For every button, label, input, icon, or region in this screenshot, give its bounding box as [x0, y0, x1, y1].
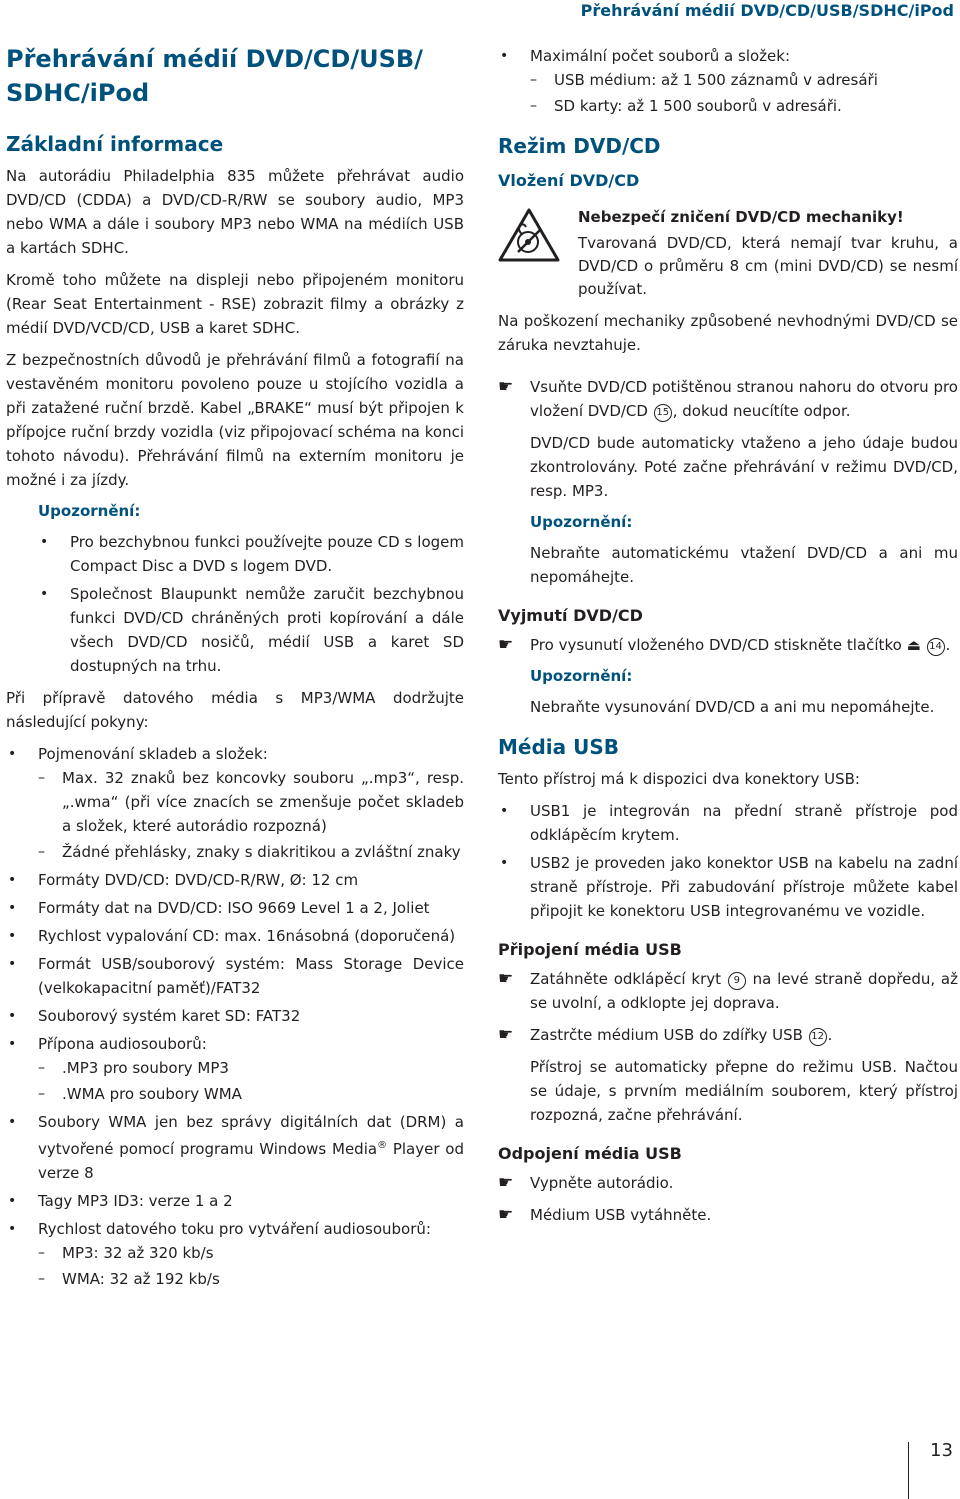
notice-block [6, 500, 464, 678]
extension-label: Přípona audiosouborů: [38, 1035, 207, 1053]
left-column [6, 42, 464, 1299]
callout-number: 14 [927, 638, 945, 656]
notice-text: Nebraňte vysunování DVD/CD a ani mu nepomáhejte. [530, 698, 935, 716]
media-requirements-list [6, 742, 464, 1291]
warning-block [498, 206, 958, 301]
hand-pointer-icon: ☛ [498, 969, 514, 989]
max-files-label: Maximální počet souborů a složek: [530, 47, 791, 65]
connect-step-2 [498, 1023, 958, 1047]
list-item [6, 1217, 464, 1291]
page-number: 13 [930, 1440, 953, 1461]
disconnect-step-text: Vypněte autorádio. [530, 1174, 674, 1192]
notice-label: Upozornění: [530, 667, 633, 685]
usb-connector-list [498, 799, 958, 923]
list-item: – SD karty: až 1 500 souborů v adresáři. [530, 94, 958, 118]
intro-paragraph: Na autorádiu Philadelphia 835 můžete přehrávat audio DVD/CD (CDDA) a DVD/CD-R/RW se soubory audio, MP3 nebo WMA a dále i soubory MP3 nebo WMA na médiích USB a kartách SDHC. [6, 167, 464, 257]
list-item: – MP3: 32 až 320 kb/s [38, 1241, 464, 1265]
connect-step-text-end: . [827, 1026, 833, 1044]
insert-step [498, 375, 958, 423]
disconnect-step-2 [498, 1203, 958, 1227]
page-title-line2: SDHC/iPod [6, 79, 150, 107]
hand-pointer-icon: ☛ [498, 1025, 514, 1045]
footer-divider [908, 1442, 909, 1499]
eject-icon: ⏏ [906, 636, 921, 654]
eject-heading: Vyjmutí DVD/CD [498, 606, 643, 625]
running-header: Přehrávání médií DVD/CD/USB/SDHC/iPod [580, 1, 954, 20]
callout-number: 12 [809, 1028, 827, 1046]
warning-no-shaped-disc-icon [498, 208, 560, 262]
list-item [6, 742, 464, 864]
list-item: • Rychlost vypalování CD: max. 16násobná (doporučená) [6, 924, 464, 948]
list-item [6, 1032, 464, 1106]
disconnect-step-1 [498, 1171, 958, 1195]
list-item: – Žádné přehlásky, znaky s diakritikou a zvláštní znaky [38, 840, 464, 864]
wma-drm-text: Soubory WMA jen bez správy digitálních dat (DRM) a vytvořené pomocí programu Windows Media [38, 1113, 464, 1158]
list-item: – USB médium: až 1 500 záznamů v adresáři [530, 68, 958, 92]
extension-sublist [38, 1056, 464, 1106]
callout-number: 9 [728, 972, 746, 990]
list-item: • USB2 je proveden jako konektor USB na kabelu na zadní straně přístroje. Při zabudování přístroje můžete kabel připojit ke konektoru USB integrovanému ve vozidle. [498, 851, 958, 923]
list-item: • Souborový systém karet SD: FAT32 [6, 1004, 464, 1028]
right-column [498, 44, 958, 1235]
list-item [6, 1110, 464, 1185]
bitrate-label: Rychlost datového toku pro vytváření audiosouborů: [38, 1220, 431, 1238]
hand-pointer-icon: ☛ [498, 377, 514, 397]
hand-pointer-icon: ☛ [498, 1173, 514, 1193]
eject-step: ☛ Pro vysunutí vloženého DVD/CD stiskněte tlačítko ⏏ 14 . [498, 635, 951, 655]
connect-usb-heading: Připojení média USB [498, 940, 682, 959]
notice-label: Upozornění: [530, 513, 633, 531]
bitrate-sublist [38, 1241, 464, 1291]
list-item: • Společnost Blaupunkt nemůže zaručit bezchybnou funkci DVD/CD chráněných proti kopírování a dále všech DVD/CD nosičů, médií USB a karet SD dostupných na trhu. [38, 582, 464, 678]
disconnect-step-text: Médium USB vytáhněte. [530, 1206, 712, 1224]
naming-label: Pojmenování skladeb a složek: [38, 745, 268, 763]
rse-paragraph: Kromě toho můžete na displeji nebo připojeném monitoru (Rear Seat Entertainment - RSE) zobrazit filmy a obrázky z médií DVD/VCD/CD, USB a karet SDHC. [6, 271, 464, 337]
hand-pointer-icon: ☛ [498, 635, 514, 655]
list-item: • Formát USB/souborový systém: Mass Storage Device (velkokapacitní paměť)/FAT32 [6, 952, 464, 1000]
list-item: • Pro bezchybnou funkci používejte pouze CD s logem Compact Disc a DVD s logem DVD. [38, 530, 464, 578]
list-item: – .WMA pro soubory WMA [38, 1082, 464, 1106]
hand-pointer-icon: ☛ [498, 1205, 514, 1225]
list-item: • Formáty DVD/CD: DVD/CD-R/RW, Ø: 12 cm [6, 868, 464, 892]
warning-heading: Nebezpečí zničení DVD/CD mechaniky! [578, 208, 904, 226]
connect-step-text: Zatáhněte odklápěcí kryt [530, 970, 722, 988]
list-item: – Max. 32 znaků bez koncovky souboru „.mp3“, resp. „.wma“ (při více znacích se zmenšuje počet skladeb a složek, které autorádio rozpozná) [38, 766, 464, 838]
page-title-line1: Přehrávání médií DVD/CD/USB/ [6, 45, 423, 73]
connect-step-1 [498, 967, 958, 1015]
list-item: – WMA: 32 až 192 kb/s [38, 1267, 464, 1291]
wma-drm-text-end: Player od verze 8 [38, 1140, 464, 1182]
usb-intro: Tento přístroj má k dispozici dva konektory USB: [498, 770, 860, 788]
notice-text: Nebraňte automatickému vtažení DVD/CD a ani mu nepomáhejte. [530, 544, 958, 586]
eject-step-text: Pro vysunutí vloženého DVD/CD stiskněte tlačítko [530, 636, 902, 654]
insert-step-text: Vsuňte DVD/CD potištěnou stranou nahoru do otvoru pro vložení DVD/CD [530, 378, 958, 420]
list-item: • Tagy MP3 ID3: verze 1 a 2 [6, 1189, 464, 1213]
basic-info-heading: Základní informace [6, 132, 224, 156]
connect-step-text: Zastrčte médium USB do zdířky USB [530, 1026, 803, 1044]
warning-text: Tvarovaná DVD/CD, která nemají tvar kruhu, a DVD/CD o průměru 8 cm (mini DVD/CD) se nesmí používat. [578, 234, 958, 298]
notice-list [38, 530, 464, 678]
list-item: • USB1 je integrován na přední straně přístroje pod odklápěcím krytem. [498, 799, 958, 847]
naming-sublist [38, 766, 464, 864]
list-item: – .MP3 pro soubory MP3 [38, 1056, 464, 1080]
insert-dvd-heading: Vložení DVD/CD [498, 171, 640, 190]
disconnect-usb-heading: Odpojení média USB [498, 1144, 682, 1163]
insert-step-text-end: , dokud neucítíte odpor. [672, 402, 851, 420]
callout-number: 15 [654, 404, 672, 422]
registered-mark: ® [377, 1140, 388, 1151]
warranty-paragraph: Na poškození mechaniky způsobené nevhodnými DVD/CD se záruka nevztahuje. [498, 312, 958, 354]
notice-label: Upozornění: [38, 502, 141, 520]
max-files-sublist [530, 68, 958, 118]
list-item [498, 44, 958, 118]
usb-media-heading: Média USB [498, 735, 619, 759]
connect-step-text-end: na levé straně dopředu, až se uvolní, a odklopte jej doprava. [530, 970, 958, 1012]
auto-load-paragraph: DVD/CD bude automaticky vtaženo a jeho údaje budou zkontrolovány. Poté začne přehrávání v režimu DVD/CD, resp. MP3. [530, 434, 958, 500]
max-files-list [498, 44, 958, 118]
page-title [6, 42, 464, 110]
dvd-mode-heading: Režim DVD/CD [498, 134, 661, 158]
prep-paragraph: Při přípravě datového média s MP3/WMA dodržujte následující pokyny: [6, 689, 464, 731]
safety-paragraph: Z bezpečnostních důvodů je přehrávání filmů a fotografií na vestavěném monitoru povoleno pouze u stojícího vozidla a při zatažené ruční brzdě. Kabel „BRAKE“ musí být připojen k přípojce ruční brzdy vozidla (viz připojovací schéma na konci tohoto návodu). Přehrávání filmů na externím monitoru je možné i za jízdy. [6, 351, 464, 489]
list-item: • Formáty dat na DVD/CD: ISO 9669 Level 1 a 2, Joliet [6, 896, 464, 920]
connect-paragraph: Přístroj se automaticky přepne do režimu USB. Načtou se údaje, s prvním mediálním souborem, který přístroj rozpozná, začne přehrávání. [530, 1058, 958, 1124]
